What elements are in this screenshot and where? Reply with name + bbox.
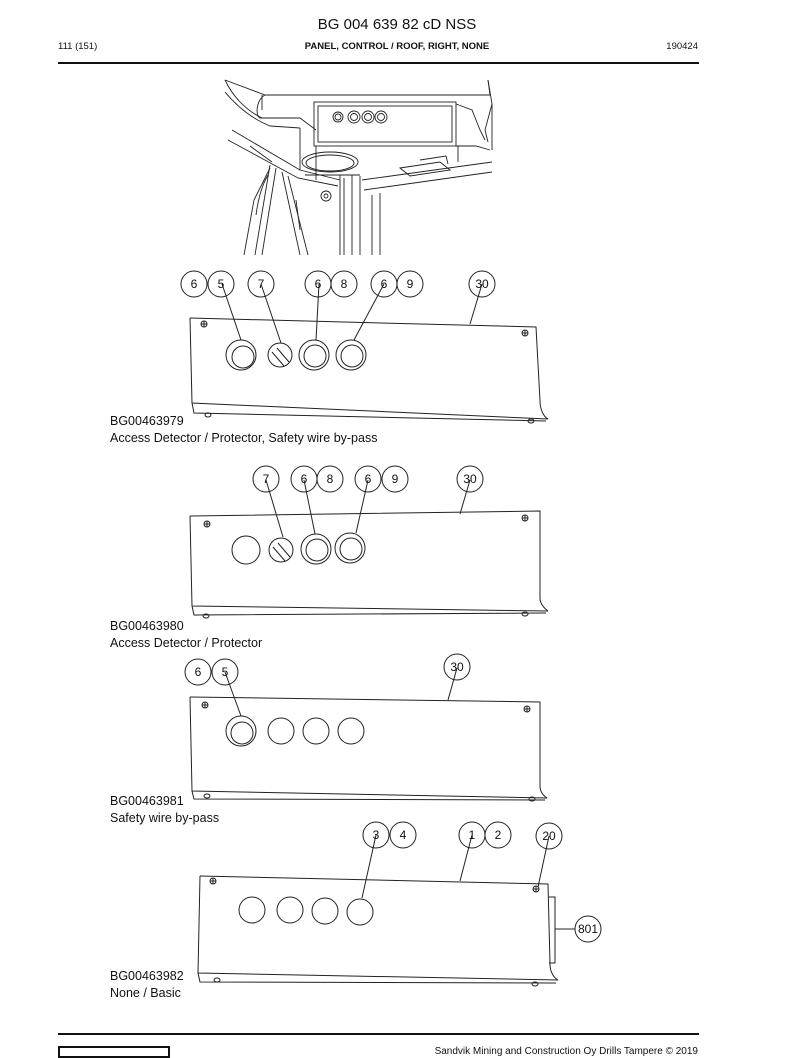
variant-1-drawing: [190, 284, 548, 423]
variant-3-caption: [110, 793, 219, 827]
callout-number: 6: [300, 472, 308, 486]
callout-number: 5: [221, 665, 229, 679]
variant-description: None / Basic: [110, 986, 181, 1000]
variant-4-drawing: [198, 835, 575, 986]
callout-number: 9: [391, 472, 399, 486]
callout-number: 6: [314, 277, 322, 291]
callout-number: 5: [217, 277, 225, 291]
callout-number: 8: [340, 277, 348, 291]
variant-2-caption: [110, 618, 262, 652]
variant-2-drawing: [190, 480, 548, 618]
footer-rule: [58, 1033, 699, 1035]
document-title: BG 004 639 82 cD NSS: [317, 16, 477, 33]
callout-number: 30: [463, 472, 477, 486]
revision-date: 190424: [666, 41, 698, 52]
callout-number: 7: [262, 472, 270, 486]
variant-code: BG00463981: [110, 794, 184, 808]
company-logo: [58, 1046, 170, 1058]
callout-number: 3: [372, 828, 380, 842]
variant-3-drawing: [190, 668, 547, 801]
page-number: 111 (151): [58, 41, 98, 52]
callout-number: 6: [194, 665, 202, 679]
callout-number: 7: [257, 277, 265, 291]
callout-number: 8: [326, 472, 334, 486]
variant-4-caption: [110, 968, 184, 1002]
callout-number: 6: [364, 472, 372, 486]
variant-1-caption: [110, 413, 377, 447]
variant-description: Safety wire by-pass: [110, 811, 220, 825]
callout-number: 4: [399, 828, 407, 842]
variant-code: BG00463980: [110, 619, 184, 633]
variant-code: BG00463982: [110, 969, 184, 983]
variant-code: BG00463979: [110, 414, 184, 428]
variant-description: Access Detector / Protector: [110, 636, 263, 650]
callout-number: 6: [190, 277, 198, 291]
callout-number: 2: [494, 828, 502, 842]
variant-description: Access Detector / Protector, Safety wire by-pass: [110, 431, 378, 445]
callout-number: 30: [475, 277, 489, 291]
callout-number: 9: [406, 277, 414, 291]
callout-number: 801: [577, 922, 599, 936]
section-title: PANEL, CONTROL / ROOF, RIGHT, NONE: [304, 41, 490, 52]
variant-1-callouts: [181, 271, 495, 297]
footer-copyright: Sandvik Mining and Construction Oy Drills Tampere © 2019: [434, 1046, 698, 1057]
overview-drawing: [225, 80, 492, 255]
callout-number: 1: [468, 828, 476, 842]
callout-number: 30: [450, 660, 464, 674]
callout-number: 6: [380, 277, 388, 291]
callout-number: 20: [542, 829, 556, 843]
